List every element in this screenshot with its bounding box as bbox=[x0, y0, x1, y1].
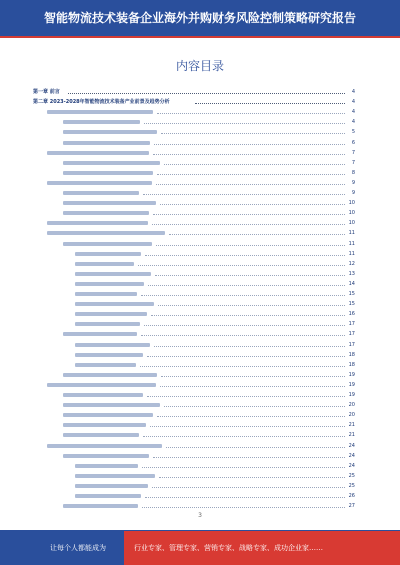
toc-leader-dots bbox=[138, 265, 345, 266]
toc-page-number: 17 bbox=[348, 321, 355, 328]
toc-entry-label-placeholder bbox=[63, 433, 139, 437]
toc-leader-dots bbox=[159, 477, 345, 478]
toc-entry[interactable] bbox=[33, 300, 355, 308]
toc-entry[interactable] bbox=[33, 169, 355, 177]
toc-entry[interactable] bbox=[33, 341, 355, 349]
toc-entry-label-placeholder bbox=[75, 292, 137, 296]
toc-entry-label-placeholder bbox=[63, 211, 149, 215]
toc-entry[interactable] bbox=[33, 108, 355, 116]
toc-entry-label-placeholder bbox=[75, 494, 141, 498]
toc-page-number: 19 bbox=[348, 371, 355, 378]
toc-entry[interactable] bbox=[33, 391, 355, 399]
toc-entry[interactable] bbox=[33, 361, 355, 369]
toc-leader-dots bbox=[142, 467, 345, 468]
toc-entry[interactable] bbox=[33, 381, 355, 389]
toc-leader-dots bbox=[147, 356, 345, 357]
toc-entry-label-placeholder bbox=[47, 444, 162, 448]
toc-entry-label-placeholder bbox=[63, 454, 149, 458]
toc-page-number: 19 bbox=[348, 381, 355, 388]
toc-leader-dots bbox=[161, 133, 345, 134]
toc-entry[interactable] bbox=[33, 159, 355, 167]
toc-page-number: 24 bbox=[348, 462, 355, 469]
toc-title: 内容目录 bbox=[175, 59, 224, 73]
toc-entry[interactable] bbox=[33, 209, 355, 217]
toc-entry[interactable] bbox=[33, 179, 355, 187]
toc-entry-label-placeholder bbox=[63, 373, 157, 377]
header-band bbox=[0, 0, 400, 38]
toc-page-number: 15 bbox=[348, 291, 355, 297]
toc-entry[interactable] bbox=[33, 128, 355, 136]
toc-entry-label: 第一章 前言 bbox=[33, 89, 60, 95]
toc-entry[interactable] bbox=[33, 280, 355, 288]
toc-leader-dots bbox=[156, 245, 345, 246]
toc-entry-label: 第二章 2023-2028年智能物流技术装备产业前景及趋势分析 bbox=[33, 99, 170, 106]
toc-page-number: 26 bbox=[348, 493, 355, 499]
toc-leader-dots bbox=[160, 204, 345, 205]
toc-entry[interactable] bbox=[33, 219, 355, 227]
toc-entry[interactable] bbox=[33, 371, 355, 379]
toc-entry[interactable] bbox=[33, 98, 355, 106]
toc-page-number: 18 bbox=[348, 361, 355, 368]
toc-entry-label-placeholder bbox=[47, 221, 148, 225]
toc-entry-label-placeholder bbox=[75, 484, 148, 488]
toc-entry-label-placeholder bbox=[63, 161, 160, 165]
toc-entry[interactable] bbox=[33, 452, 355, 460]
toc-page-number: 4 bbox=[351, 119, 355, 126]
toc-entry-label-placeholder bbox=[75, 312, 147, 316]
toc-leader-dots bbox=[143, 194, 345, 195]
toc-page-number: 24 bbox=[348, 442, 355, 449]
toc-leader-dots bbox=[145, 255, 345, 256]
toc-leader-dots bbox=[166, 447, 345, 448]
toc-leader-dots bbox=[143, 436, 345, 437]
toc-leader-dots bbox=[140, 366, 345, 367]
toc-entry-label-placeholder bbox=[75, 343, 150, 347]
toc-page-number: 4 bbox=[351, 99, 355, 106]
toc-entry-label-placeholder bbox=[63, 403, 160, 407]
toc-page-number: 25 bbox=[348, 472, 355, 479]
toc-entry-label-placeholder bbox=[75, 252, 141, 256]
footer-slogan-right: 行业专家、管理专家、营销专家、战略专家、成功企业家…… bbox=[134, 544, 323, 552]
toc-entry-label-placeholder bbox=[75, 363, 136, 367]
toc-entry[interactable] bbox=[33, 310, 355, 318]
toc-leader-dots bbox=[157, 113, 345, 114]
toc-page-number: 12 bbox=[348, 260, 355, 267]
toc-entry-label-placeholder bbox=[47, 383, 156, 387]
toc-leader-dots bbox=[148, 285, 345, 286]
toc-leader-dots bbox=[144, 123, 345, 124]
toc-page-number: 10 bbox=[348, 200, 355, 207]
page-number: 3 bbox=[198, 512, 202, 519]
toc-entry-label-placeholder bbox=[75, 353, 143, 357]
toc-leader-dots bbox=[154, 144, 345, 145]
toc-entry[interactable] bbox=[33, 351, 355, 359]
toc-leader-dots bbox=[141, 335, 345, 336]
toc-leader-dots bbox=[153, 214, 345, 215]
toc-leader-dots bbox=[160, 386, 345, 387]
toc-page-number: 9 bbox=[351, 190, 355, 196]
toc-entry[interactable] bbox=[33, 442, 355, 450]
toc-entry[interactable] bbox=[33, 250, 355, 258]
toc-entry[interactable] bbox=[33, 401, 355, 409]
toc-leader-dots bbox=[145, 497, 345, 498]
toc-entry-label-placeholder bbox=[75, 272, 151, 276]
toc-entry[interactable] bbox=[33, 431, 355, 439]
toc-entry[interactable] bbox=[33, 492, 355, 500]
toc-leader-dots bbox=[147, 396, 345, 397]
toc-page-number: 20 bbox=[348, 402, 355, 409]
toc-page-number: 27 bbox=[348, 503, 355, 510]
toc-entry-label-placeholder bbox=[75, 302, 154, 306]
toc-leader-dots bbox=[152, 224, 345, 225]
toc-entry-label-placeholder bbox=[47, 110, 153, 114]
toc-entry[interactable] bbox=[33, 260, 355, 268]
toc-entry[interactable] bbox=[33, 189, 355, 197]
report-title: 智能物流技术装备企业海外并购财务风险控制策略研究报告 bbox=[43, 11, 356, 25]
toc-entry[interactable] bbox=[33, 462, 355, 470]
toc-page-number: 10 bbox=[348, 220, 355, 227]
toc-leader-dots bbox=[156, 184, 345, 185]
toc-page-number: 24 bbox=[348, 452, 355, 459]
toc-entry[interactable] bbox=[33, 240, 355, 248]
toc-entry-label-placeholder bbox=[63, 242, 152, 246]
toc-entry[interactable] bbox=[33, 411, 355, 419]
toc-page-number: 19 bbox=[348, 392, 355, 398]
toc-entry[interactable] bbox=[33, 421, 355, 429]
toc-page-number: 18 bbox=[348, 351, 355, 358]
toc-page-number: 20 bbox=[348, 412, 355, 419]
toc-page-number: 16 bbox=[348, 311, 355, 318]
toc-page-number: 17 bbox=[348, 341, 355, 348]
toc-entry-label-placeholder bbox=[63, 201, 156, 205]
toc-entry-label-placeholder bbox=[63, 413, 153, 417]
toc-entry-label-placeholder bbox=[47, 151, 149, 155]
toc-leader-dots bbox=[142, 507, 345, 508]
toc-leader-dots bbox=[164, 164, 345, 165]
toc-entry[interactable] bbox=[33, 229, 355, 237]
toc-entry-label-placeholder bbox=[63, 130, 157, 134]
toc-leader-dots bbox=[195, 103, 345, 104]
toc-page-number: 5 bbox=[351, 129, 355, 136]
toc-entry-label-placeholder bbox=[63, 393, 143, 397]
toc-entry-label-placeholder bbox=[75, 474, 155, 478]
toc-leader-dots bbox=[169, 234, 345, 235]
toc-page-number: 4 bbox=[351, 89, 355, 95]
toc-entry[interactable] bbox=[33, 270, 355, 278]
toc-page-number: 9 bbox=[351, 179, 355, 186]
toc-page-number: 11 bbox=[348, 250, 355, 257]
toc-entry-label-placeholder bbox=[63, 332, 137, 336]
toc-leader-dots bbox=[154, 346, 345, 347]
toc-leader-dots bbox=[157, 416, 345, 417]
toc-entry-label-placeholder bbox=[63, 191, 139, 195]
toc-entry[interactable] bbox=[33, 199, 355, 207]
toc-leader-dots bbox=[152, 487, 345, 488]
toc-entry-label-placeholder bbox=[63, 171, 153, 175]
toc-entry[interactable] bbox=[33, 139, 355, 147]
toc-entry-label-placeholder bbox=[47, 181, 152, 185]
footer-slogan-left: 让每个人都能成为 bbox=[50, 544, 106, 552]
toc-page-number: 4 bbox=[351, 109, 355, 116]
toc-entry-label-placeholder bbox=[63, 141, 150, 145]
toc-page-number: 10 bbox=[348, 210, 355, 217]
toc-entry[interactable] bbox=[33, 88, 355, 96]
toc-entry-label-placeholder bbox=[47, 231, 165, 235]
toc-entry[interactable] bbox=[33, 149, 355, 157]
toc-page-number: 7 bbox=[351, 149, 355, 156]
toc-leader-dots bbox=[164, 406, 345, 407]
toc-page-number: 6 bbox=[351, 139, 355, 146]
toc-entry-label-placeholder bbox=[75, 282, 144, 286]
toc-page-number: 21 bbox=[348, 432, 355, 439]
toc-entry[interactable] bbox=[33, 320, 355, 328]
toc-page-number: 8 bbox=[351, 169, 355, 176]
toc-page-number: 21 bbox=[348, 422, 355, 429]
toc-entry[interactable] bbox=[33, 290, 355, 298]
toc-page-number: 7 bbox=[351, 159, 355, 166]
toc-leader-dots bbox=[158, 305, 345, 306]
toc-entry[interactable] bbox=[33, 118, 355, 126]
toc-entry-label-placeholder bbox=[75, 322, 140, 326]
toc-leader-dots bbox=[151, 315, 345, 316]
toc-entry-label-placeholder bbox=[75, 464, 138, 468]
toc-entry[interactable] bbox=[33, 472, 355, 480]
toc-entry[interactable] bbox=[33, 502, 355, 510]
toc-entry[interactable] bbox=[33, 482, 355, 490]
toc-page-number: 11 bbox=[348, 240, 355, 247]
toc-page-number: 14 bbox=[348, 280, 355, 287]
toc-entry-label-placeholder bbox=[63, 423, 146, 427]
toc-leader-dots bbox=[157, 174, 345, 175]
toc-page-number: 17 bbox=[348, 331, 355, 338]
toc-leader-dots bbox=[141, 295, 345, 296]
toc-leader-dots bbox=[144, 325, 345, 326]
toc-leader-dots bbox=[153, 457, 345, 458]
toc-leader-dots bbox=[150, 426, 345, 427]
toc-entry-label-placeholder bbox=[75, 262, 134, 266]
toc-entry[interactable] bbox=[33, 330, 355, 338]
toc-page-number: 15 bbox=[348, 301, 355, 308]
toc-leader-dots bbox=[161, 376, 345, 377]
toc-leader-dots bbox=[68, 93, 345, 94]
toc-page-number: 13 bbox=[348, 270, 355, 277]
toc-entry-label-placeholder bbox=[63, 120, 140, 124]
toc-entry-label-placeholder bbox=[63, 504, 138, 508]
toc-leader-dots bbox=[155, 275, 345, 276]
toc-page-number: 25 bbox=[348, 482, 355, 489]
toc-page-number: 11 bbox=[348, 230, 355, 237]
toc-leader-dots bbox=[153, 154, 345, 155]
